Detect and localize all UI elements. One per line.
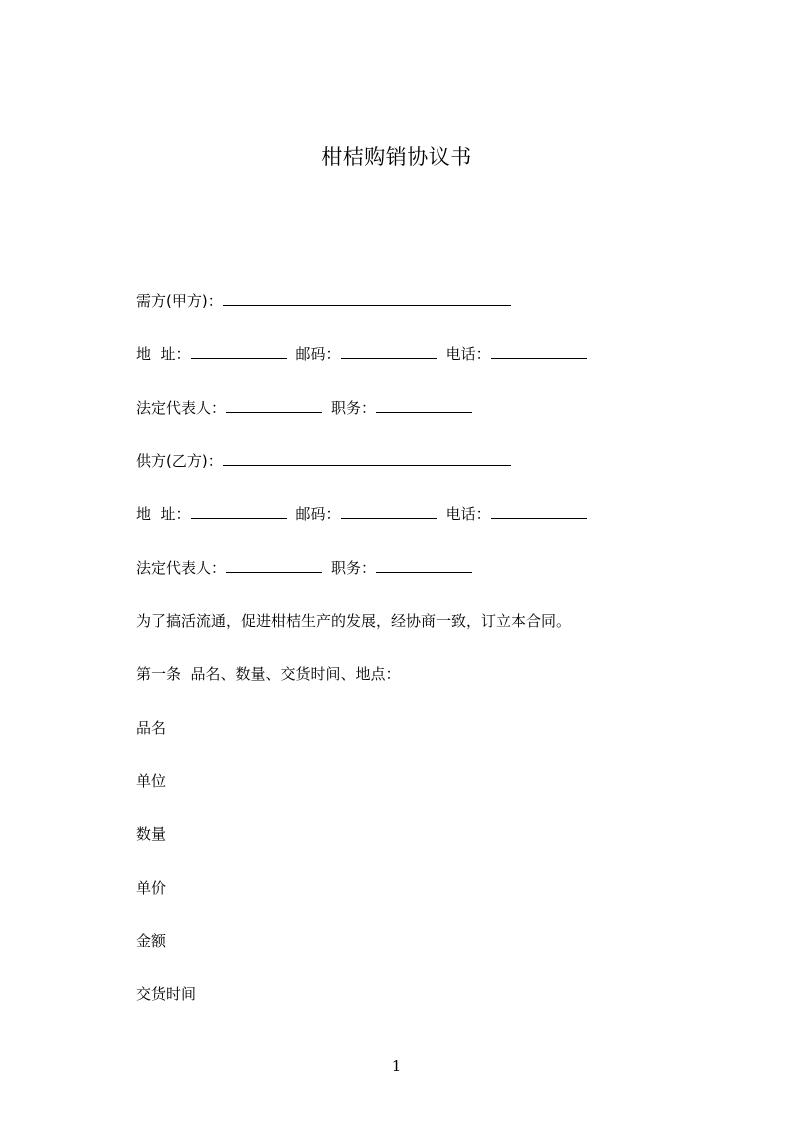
seller-rep-blank[interactable] xyxy=(226,558,322,573)
buyer-rep-label: 法定代表人： xyxy=(136,399,227,417)
seller-postcode-blank[interactable] xyxy=(341,504,437,519)
seller-address-blank[interactable] xyxy=(191,504,287,519)
buyer-line xyxy=(136,291,511,311)
seller-position-blank[interactable] xyxy=(376,558,472,573)
seller-phone-label: 电话： xyxy=(445,505,491,523)
seller-phone-blank[interactable] xyxy=(491,504,587,519)
seller-label: 供方(乙方)： xyxy=(136,452,223,470)
article-1-heading: 第一条 品名、数量、交货时间、地点： xyxy=(136,665,401,683)
seller-postcode-label: 邮码： xyxy=(295,505,341,523)
buyer-postcode-blank[interactable] xyxy=(341,344,437,359)
buyer-address-label: 地 址： xyxy=(136,345,191,363)
buyer-phone-blank[interactable] xyxy=(491,344,587,359)
buyer-contact-line xyxy=(136,344,587,364)
buyer-position-blank[interactable] xyxy=(376,398,472,413)
buyer-rep-line xyxy=(136,398,472,418)
item-delivery-time: 交货时间 xyxy=(136,985,197,1003)
buyer-address-blank[interactable] xyxy=(191,344,287,359)
buyer-rep-blank[interactable] xyxy=(226,398,322,413)
buyer-postcode-label: 邮码： xyxy=(295,345,341,363)
item-unit: 单位 xyxy=(136,772,167,790)
seller-line xyxy=(136,451,511,471)
seller-contact-line xyxy=(136,504,587,524)
item-product-name: 品名 xyxy=(136,719,167,737)
buyer-position-label: 职务： xyxy=(331,399,377,417)
buyer-phone-label: 电话： xyxy=(445,345,491,363)
document-title: 柑桔购销协议书 xyxy=(321,145,472,169)
seller-position-label: 职务： xyxy=(331,559,377,577)
buyer-label: 需方(甲方)： xyxy=(136,292,223,310)
item-quantity: 数量 xyxy=(136,825,167,843)
seller-name-blank[interactable] xyxy=(223,451,511,466)
seller-rep-label: 法定代表人： xyxy=(136,559,227,577)
page-number: 1 xyxy=(391,1057,402,1075)
seller-address-label: 地 址： xyxy=(136,505,191,523)
item-unit-price: 单价 xyxy=(136,879,167,897)
seller-rep-line xyxy=(136,558,472,578)
intro-paragraph: 为了搞活流通，促进柑桔生产的发展，经协商一致，订立本合同。 xyxy=(136,612,572,630)
item-amount: 金额 xyxy=(136,932,167,950)
buyer-name-blank[interactable] xyxy=(223,291,511,306)
